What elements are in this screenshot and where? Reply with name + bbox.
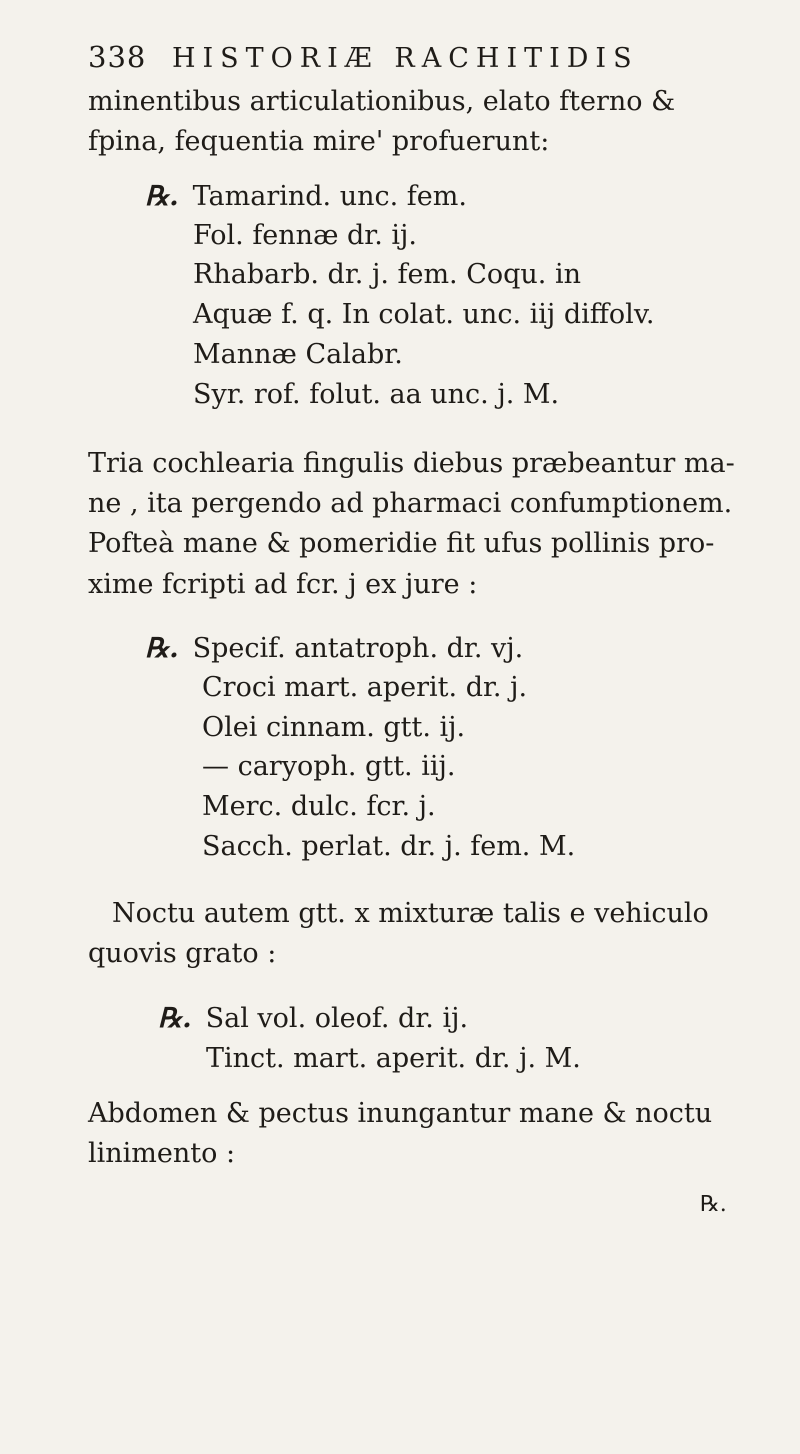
recipe1-ingredient-4: Aquæ f. q. In colat. unc. iij diffolv.	[193, 299, 655, 330]
recipe1-ingredient-1: Tamarind. unc. fem.	[192, 181, 467, 212]
recipe2-line-1	[145, 633, 523, 664]
recipe3-ingredient-2: Tinct. mart. aperit. dr. j. M.	[206, 1043, 581, 1074]
recipe2-ingredient-3: Olei cinnam. gtt. ij.	[202, 712, 466, 743]
recipe1-ingredient-2: Fol. fennæ dr. ij.	[193, 220, 418, 251]
recipe1-ingredient-3: Rhabarb. dr. j. fem. Coqu. in	[193, 259, 581, 290]
recipe-symbol: ℞.	[158, 1003, 192, 1034]
para3-line-1: Noctu autem gtt. x mixturæ talis e vehiculo	[112, 898, 709, 929]
running-header	[88, 40, 639, 74]
catchword: ℞.	[700, 1192, 727, 1217]
para3-line-2: quovis grato :	[88, 938, 277, 969]
running-title: HISTORIÆ RACHITIDIS	[171, 43, 639, 74]
recipe1-ingredient-5: Mannæ Calabr.	[193, 339, 403, 370]
para1-line-1: minentibus articulationibus, elato fterno &	[88, 86, 676, 117]
recipe3-ingredient-1: Sal vol. oleof. dr. ij.	[205, 1003, 469, 1034]
para2-line-2: ne , ita pergendo ad pharmaci confumptionem.	[88, 488, 733, 519]
para2-line-3: Pofteà mane & pomeridie fit ufus pollinis pro-	[88, 528, 715, 559]
recipe2-ingredient-1: Specif. antatroph. dr. vj.	[192, 633, 524, 664]
recipe-symbol: ℞.	[145, 181, 179, 212]
recipe2-ingredient-4: — caryoph. gtt. iij.	[202, 751, 456, 782]
page-number: 338	[88, 40, 147, 74]
recipe1-line-1	[145, 181, 467, 212]
para4-line-1: Abdomen & pectus inungantur mane & noctu	[88, 1098, 713, 1129]
recipe2-ingredient-2: Croci mart. aperit. dr. j.	[202, 672, 528, 703]
para2-line-1: Tria cochlearia fingulis diebus præbeantur ma-	[88, 448, 735, 479]
recipe2-ingredient-6: Sacch. perlat. dr. j. fem. M.	[202, 831, 576, 862]
recipe1-ingredient-6: Syr. rof. folut. aa unc. j. M.	[193, 379, 560, 410]
para2-line-4: xime fcripti ad fcr. j ex jure :	[88, 569, 478, 600]
recipe-symbol: ℞.	[145, 633, 179, 664]
recipe3-line-1	[158, 1003, 468, 1034]
para1-line-2: fpina, fequentia mire' profuerunt:	[88, 126, 550, 157]
para4-line-2: linimento :	[88, 1138, 236, 1169]
recipe2-ingredient-5: Merc. dulc. fcr. j.	[202, 791, 436, 822]
